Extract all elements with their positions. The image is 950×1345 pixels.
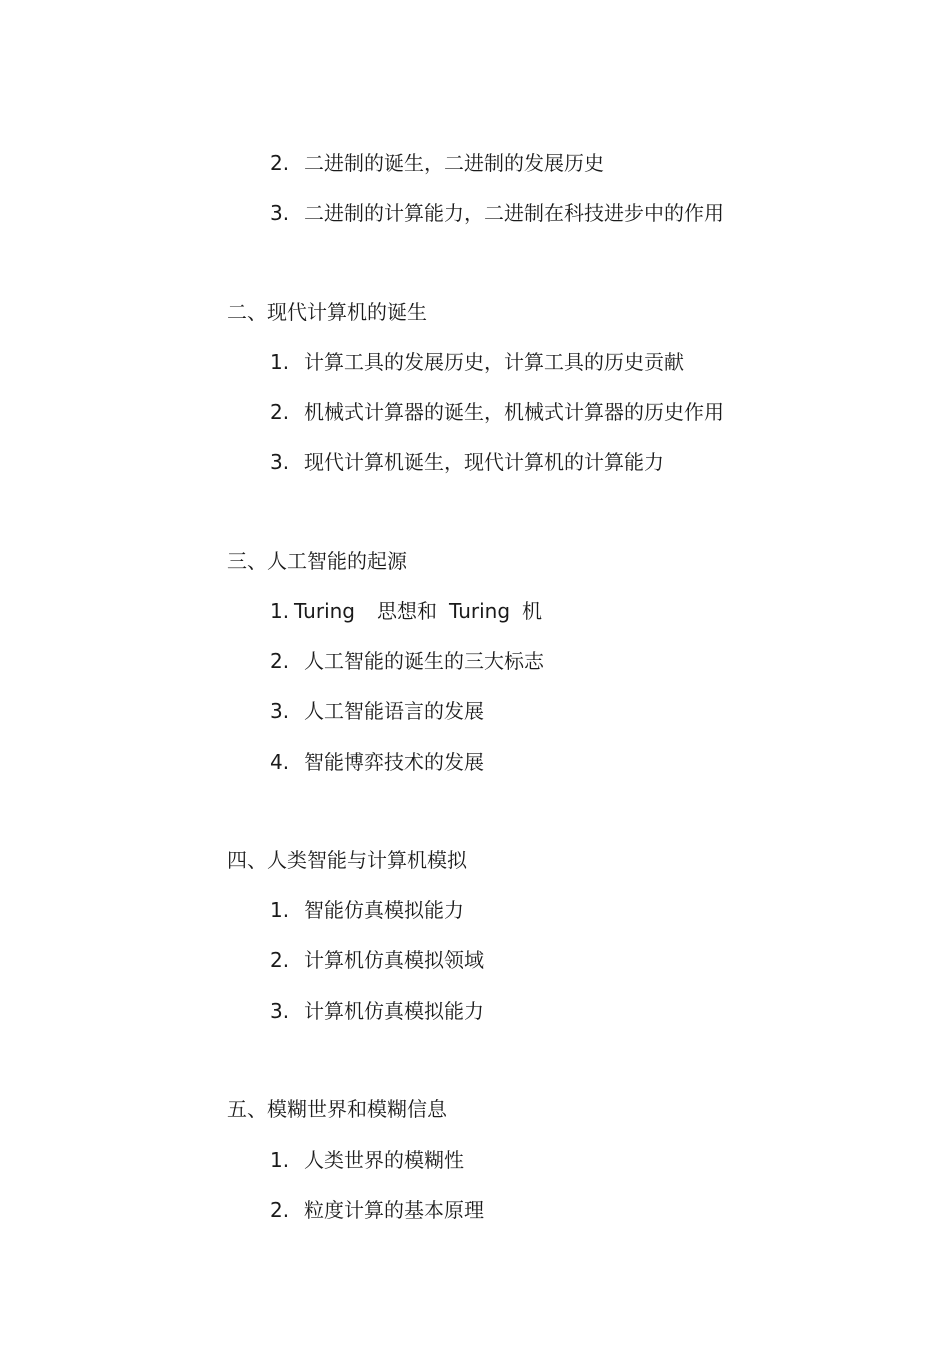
item-number: 2. (270, 400, 290, 424)
item-text: 机械式计算器的诞生，机械式计算器的历史作用 (304, 400, 724, 424)
list-item (270, 999, 484, 1023)
list-item (270, 1148, 464, 1172)
list-item (270, 948, 484, 972)
section-heading: 二、现代计算机的诞生 (227, 300, 427, 324)
list-item (270, 898, 464, 922)
item-text-part: 思想和 (377, 599, 438, 623)
item-text: 人类世界的模糊性 (304, 1148, 464, 1172)
item-number: 2. (270, 151, 290, 175)
section-heading: 五、模糊世界和模糊信息 (227, 1097, 447, 1121)
section-heading: 四、人类智能与计算机模拟 (227, 848, 467, 872)
list-item (270, 400, 724, 424)
section-heading: 三、人工智能的起源 (227, 549, 407, 573)
item-text: 计算机仿真模拟能力 (304, 999, 484, 1023)
item-text: 二进制的计算能力，二进制在科技进步中的作用 (304, 201, 724, 225)
list-item (270, 350, 684, 374)
item-text: 二进制的诞生，二进制的发展历史 (304, 151, 604, 175)
item-text-part: Turing (294, 599, 356, 623)
item-number: 1. (270, 898, 290, 922)
list-item (270, 450, 664, 474)
item-text: 现代计算机诞生，现代计算机的计算能力 (304, 450, 664, 474)
item-number: 2. (270, 1198, 290, 1222)
list-item (270, 599, 542, 623)
item-number: 1. (270, 350, 290, 374)
item-text-part: 机 (522, 599, 543, 623)
item-number: 4. (270, 750, 290, 774)
list-item (270, 1198, 484, 1222)
item-text: 人工智能的诞生的三大标志 (304, 649, 544, 673)
item-number: 3. (270, 450, 290, 474)
list-item (270, 201, 724, 225)
list-item (270, 151, 604, 175)
item-number: 3. (270, 201, 290, 225)
item-number: 3. (270, 999, 290, 1023)
item-text-part: Turing (449, 599, 511, 623)
list-item (270, 649, 544, 673)
item-number: 3. (270, 699, 290, 723)
item-text: 计算工具的发展历史，计算工具的历史贡献 (304, 350, 684, 374)
item-text: 人工智能语言的发展 (304, 699, 484, 723)
list-item (270, 699, 484, 723)
item-text: 智能仿真模拟能力 (304, 898, 464, 922)
list-item (270, 750, 484, 774)
item-text: 粒度计算的基本原理 (304, 1198, 484, 1222)
item-number: 2. (270, 948, 290, 972)
item-text: 计算机仿真模拟领域 (304, 948, 484, 972)
item-text: 智能博弈技术的发展 (304, 750, 484, 774)
item-number: 2. (270, 649, 290, 673)
item-number: 1. (270, 1148, 290, 1172)
item-number: 1. (270, 599, 290, 623)
